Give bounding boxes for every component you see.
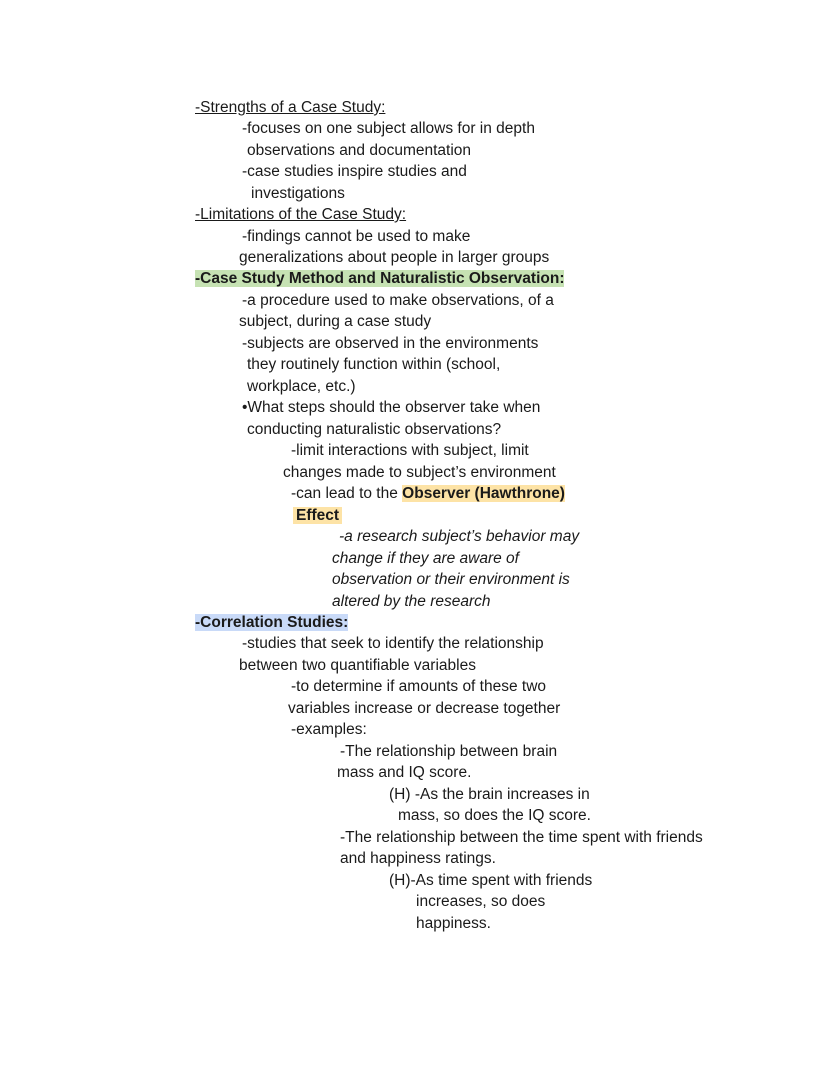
answer-point-2-cont [293,505,342,527]
hypothesis-1-cont: mass, so does the IQ score. [398,807,591,824]
correlation-point-1-cont: between two quantifiable variables [239,657,476,674]
example-1-cont: mass and IQ score. [337,764,472,781]
answer-point-2 [291,483,565,505]
hypothesis-1: (H) -As the brain increases in [389,786,590,803]
correlation-point-2: -to determine if amounts of these two [291,678,547,695]
question-bullet: •What steps should the observer take when [242,399,541,416]
hypothesis-2-cont-2: happiness. [416,915,491,932]
effect-definition-cont-2: observation or their environment is [332,571,570,588]
method-point-2-cont: they routinely function within (school, [247,356,501,373]
method-heading-highlight: -Case Study Method and Naturalistic Observation: [195,270,565,287]
correlation-point-2-cont: variables increase or decrease together [288,700,561,717]
strengths-heading: -Strengths of a Case Study: [195,99,386,116]
strengths-point-2: -case studies inspire studies and [242,163,467,180]
correlation-point-1: -studies that seek to identify the relationship [242,635,544,652]
method-point-1-cont: subject, during a case study [239,313,432,330]
strengths-point-2-cont: investigations [251,185,345,202]
observer-effect-highlight: Observer (Hawthrone) [402,485,565,502]
correlation-heading [195,612,348,634]
example-1: -The relationship between brain [340,743,558,760]
answer-point-2-text: -can lead to the [291,485,403,502]
limitations-point-1: -findings cannot be used to make [242,228,471,245]
method-point-1: -a procedure used to make observations, of a [242,292,554,309]
limitations-point-1-cont: generalizations about people in larger groups [239,249,550,266]
effect-definition-cont-3: altered by the research [332,593,491,610]
examples-label: -examples: [291,721,367,738]
hypothesis-2-cont: increases, so does [416,893,546,910]
effect-highlight: Effect [293,507,342,524]
effect-definition-cont: change if they are aware of [332,550,519,567]
correlation-heading-highlight: -Correlation Studies: [195,614,349,631]
answer-point-1-cont: changes made to subject’s environment [283,464,556,481]
method-point-2: -subjects are observed in the environments [242,335,539,352]
strengths-point-1-cont: observations and documentation [247,142,472,159]
example-2: -The relationship between the time spent with friends [340,829,703,846]
question-bullet-cont: conducting naturalistic observations? [247,421,502,438]
hypothesis-2: (H)-As time spent with friends [389,872,593,889]
strengths-point-1: -focuses on one subject allows for in depth [242,120,535,137]
answer-point-1: -limit interactions with subject, limit [291,442,529,459]
method-point-2-cont-2: workplace, etc.) [247,378,356,395]
effect-definition: -a research subject’s behavior may [339,528,580,545]
method-heading [195,268,564,290]
example-2-cont: and happiness ratings. [340,850,496,867]
limitations-heading: -Limitations of the Case Study: [195,206,407,223]
